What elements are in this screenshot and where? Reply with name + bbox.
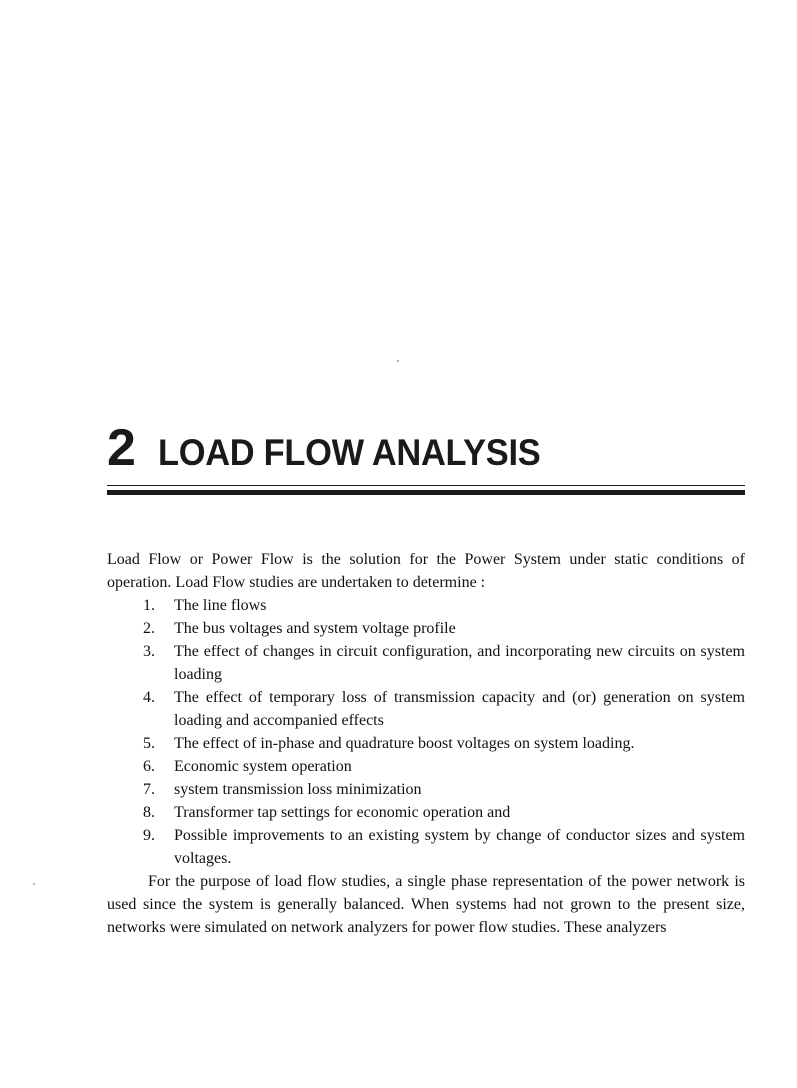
list-item-number: 4. bbox=[143, 689, 155, 706]
list-item bbox=[107, 778, 745, 801]
list-item bbox=[107, 617, 745, 640]
list-item-text: The effect of changes in circuit configuration, and incorporating new circuits on system loading bbox=[174, 643, 745, 683]
list-item-number: 5. bbox=[143, 735, 155, 752]
list-item-text: Possible improvements to an existing system by change of conductor sizes and system voltages. bbox=[174, 827, 745, 867]
list-item-text: The line flows bbox=[174, 597, 267, 614]
list-item-number: 3. bbox=[143, 643, 155, 660]
scan-speck bbox=[33, 883, 35, 885]
scan-speck bbox=[397, 360, 399, 362]
list-item-text: Transformer tap settings for economic operation and bbox=[174, 804, 511, 821]
list-item bbox=[107, 732, 745, 755]
chapter-title: LOAD FLOW ANALYSIS bbox=[157, 432, 541, 473]
list-item bbox=[107, 755, 745, 778]
list-item-text: The bus voltages and system voltage profile bbox=[174, 620, 456, 637]
list-item-number: 6. bbox=[143, 758, 155, 775]
list-item-number: 7. bbox=[143, 781, 155, 798]
list-item-number: 2. bbox=[143, 620, 155, 637]
list-item-number: 8. bbox=[143, 804, 155, 821]
list-item-text: The effect of temporary loss of transmission capacity and (or) generation on system loading and accompanied effects bbox=[174, 689, 745, 729]
body-text bbox=[107, 548, 745, 939]
list-item bbox=[107, 824, 745, 870]
list-item-text: Economic system operation bbox=[174, 758, 352, 775]
list-item-number: 9. bbox=[143, 827, 155, 844]
title-rule-thin bbox=[107, 485, 745, 486]
list-item bbox=[107, 801, 745, 824]
intro-paragraph: Load Flow or Power Flow is the solution for the Power System under static conditions of operation. Load Flow studies are undertaken to determine : bbox=[107, 551, 745, 591]
title-rule-thick bbox=[107, 490, 745, 495]
chapter-heading bbox=[107, 418, 569, 478]
closing-paragraph: For the purpose of load flow studies, a single phase representation of the power network is used since the system is generally balanced. When systems had not grown to the present size, networks were simulated on network analyzers for power flow studies. These analyzers bbox=[107, 873, 745, 936]
list-item bbox=[107, 594, 745, 617]
list-item-text: The effect of in-phase and quadrature boost voltages on system loading. bbox=[174, 735, 635, 752]
chapter-number: 2 bbox=[107, 419, 136, 477]
list-item-number: 1. bbox=[143, 597, 155, 614]
list-item-text: system transmission loss minimization bbox=[174, 781, 422, 798]
list-item bbox=[107, 640, 745, 686]
study-list bbox=[107, 594, 745, 870]
list-item bbox=[107, 686, 745, 732]
